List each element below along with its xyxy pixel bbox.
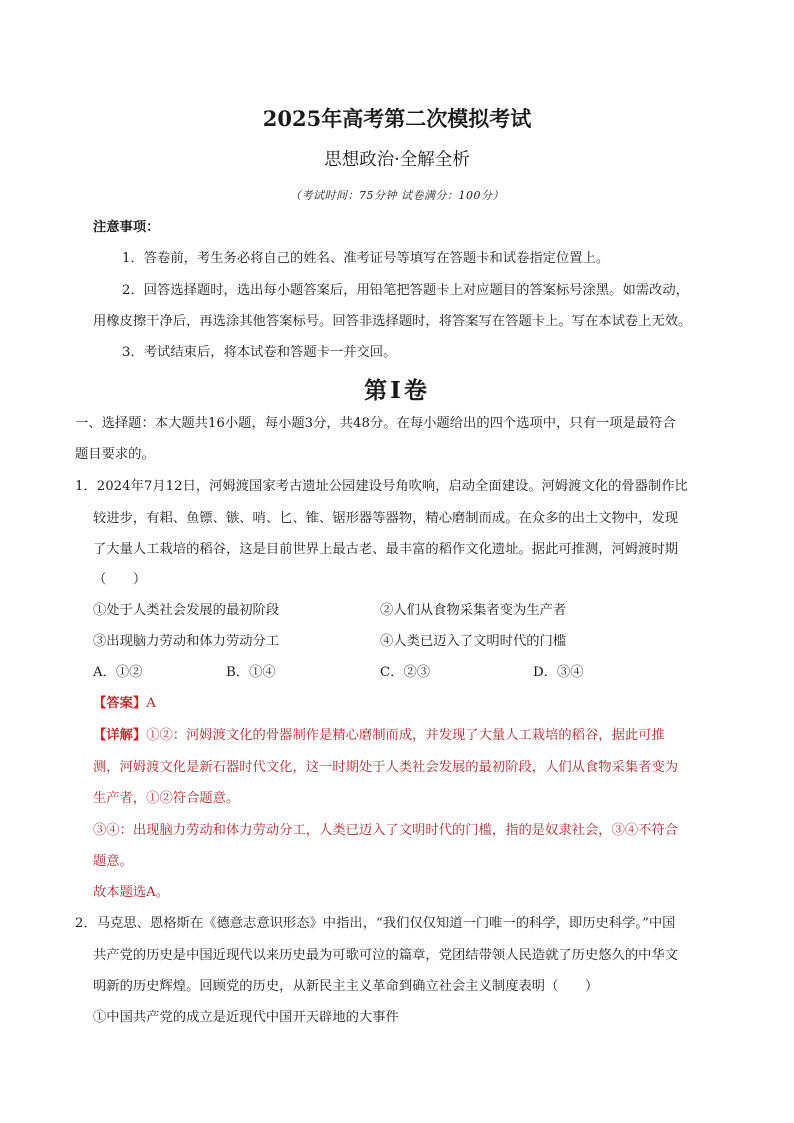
q1-detail-line-1 — [93, 726, 665, 746]
q1-option-b: B．①④ — [226, 665, 276, 680]
q1-option-c: C．②③ — [380, 665, 431, 680]
q1-detail-line-2: 测，河姆渡文化是新石器时代文化，这一时期处于人类社会发展的最初阶段，人们从食物采集者变为 — [93, 760, 679, 775]
section-intro-line-1: 一、选择题：本大题共16小题，每小题3分，共48分。在每小题给出的四个选项中，只有一项是最符合 — [75, 416, 676, 431]
notice-heading: 注意事项： — [93, 220, 160, 235]
answer-label: 【答案】 — [93, 696, 147, 711]
exam-time-info: （考试时间：75分钟 试卷满分：100分） — [290, 189, 504, 202]
q1-detail-line-5: 题意。 — [93, 854, 133, 869]
exam-subtitle: 思想政治·全解全析 — [324, 150, 470, 170]
q2-stem-line-1: 2．马克思、恩格斯在《德意志意识形态》中指出，“我们仅仅知道一门唯一的科学，即历史科学。”中国 — [75, 916, 676, 931]
q2-stem-line-3: 明新的历史辉煌。回顾党的历史，从新民主主义革命到确立社会主义制度表明（ ） — [93, 979, 599, 994]
q1-statement-3: ③出现脑力劳动和体力劳动分工 — [93, 634, 280, 649]
exam-title: 2025年高考第二次模拟考试 — [262, 106, 532, 131]
q1-stem-line-4: （ ） — [93, 572, 147, 587]
q1-stem-line-3: 了大量人工栽培的稻谷，这是目前世界上最古老、最丰富的稻作文化遗址。据此可推测，河姆渡时期 — [93, 542, 679, 557]
section-title: 第Ⅰ卷 — [364, 377, 430, 404]
q1-detail-line-3: 生产者，①②符合题意。 — [93, 791, 240, 806]
detail-text: ①②：河姆渡文化的骨器制作是精心磨制而成，并发现了大量人工栽培的稻谷，据此可推 — [146, 728, 665, 743]
q2-stem-line-2: 共产党的历史是中国近现代以来历史最为可歌可泣的篇章，党团结带领人民造就了历史悠久的中华文 — [93, 948, 679, 963]
section-intro-line-2: 题目要求的。 — [75, 447, 155, 462]
q1-statement-1: ①处于人类社会发展的最初阶段 — [93, 603, 280, 618]
q1-detail-line-4: ③④：出现脑力劳动和体力劳动分工，人类已迈入了文明时代的门槛，指的是奴隶社会，③④不符合 — [93, 823, 679, 838]
q1-statement-4: ④人类已迈入了文明时代的门槛 — [380, 634, 567, 649]
q1-conclusion: 故本题选A。 — [93, 885, 170, 900]
q1-statement-2: ②人们从食物采集者变为生产者 — [380, 603, 567, 618]
q1-answer — [93, 694, 156, 714]
q2-statement-1: ①中国共产党的成立是近现代中国开天辟地的大事件 — [93, 1010, 399, 1025]
notice-item-3: 3．考试结束后，将本试卷和答题卡一并交回。 — [122, 345, 397, 360]
answer-value: A — [146, 696, 156, 711]
notice-item-1: 1．答卷前，考生务必将自己的姓名、准考证号等填写在答题卡和试卷指定位置上。 — [122, 251, 610, 266]
notice-item-2-cont: 用橡皮擦干净后，再选涂其他答案标号。回答非选择题时，将答案写在答题卡上。写在本试卷上无效。 — [93, 314, 692, 329]
detail-label: 【详解】 — [93, 728, 147, 743]
q1-option-d: D．③④ — [533, 665, 584, 680]
q1-stem-line-2: 较进步，有耜、鱼镖、镞、哨、匕、锥、锯形器等器物，精心磨制而成。在众多的出土文物中，发现 — [93, 511, 679, 526]
q1-stem-line-1: 1．2024年7月12日，河姆渡国家考古遗址公园建设号角吹响，启动全面建设。河姆渡文化的骨器制作比 — [75, 479, 688, 494]
q1-option-a: A．①② — [93, 665, 143, 680]
notice-item-2: 2．回答选择题时，选出每小题答案后，用铅笔把答题卡上对应题目的答案标号涂黑。如需改动， — [122, 283, 689, 298]
